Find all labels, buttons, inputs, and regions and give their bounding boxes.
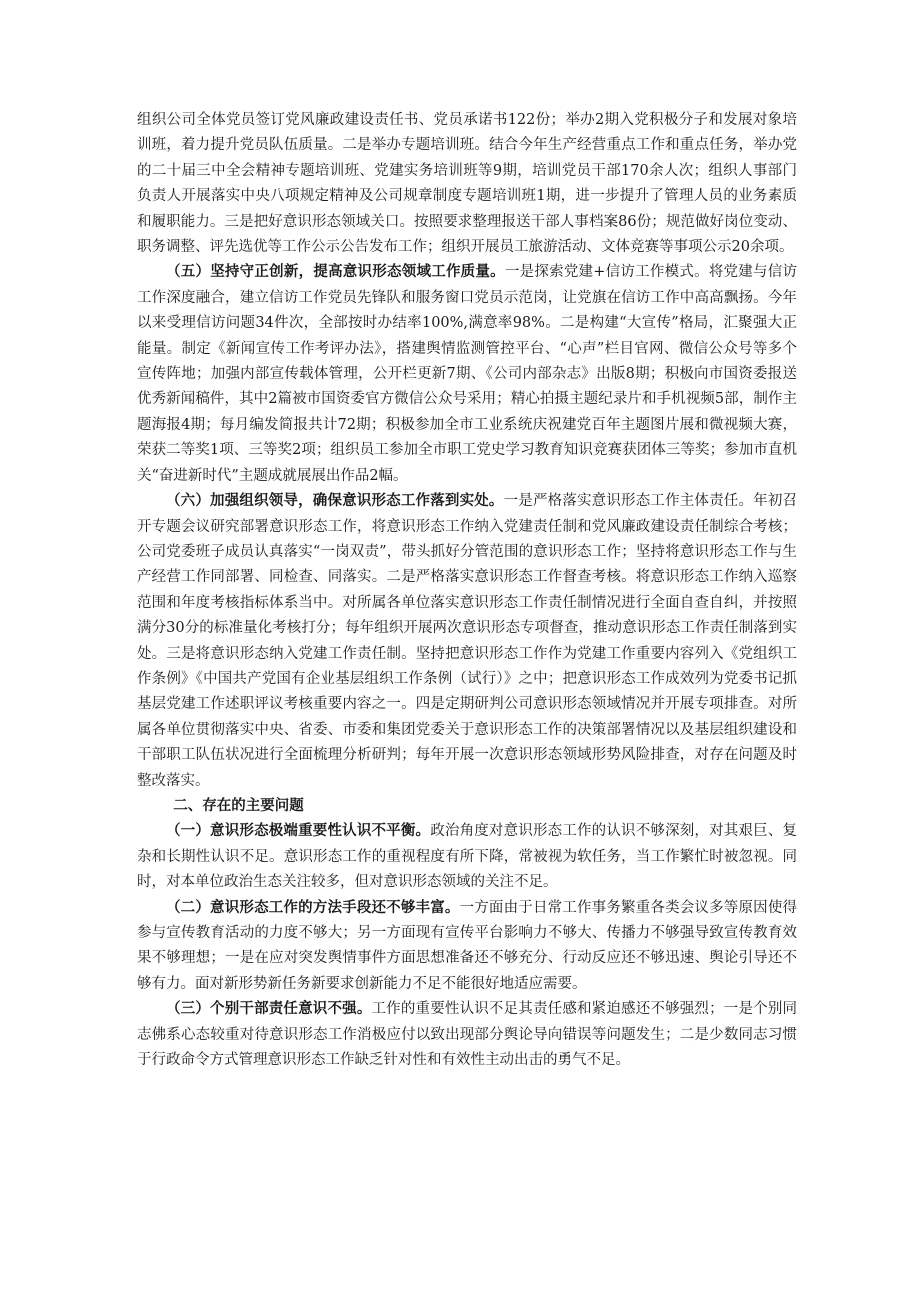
issue-two-heading: （二）意识形态工作的方法手段还不够丰富。	[166, 899, 460, 916]
issue-three-heading: （三）个别干部责任意识不强。	[166, 1001, 372, 1018]
issue-one-body: 政治角度对意识形态工作的认识不够深刻，对其艰巨、复杂和长期性认识不足。意识形态工作的重视程度有所下降，常被视为软任务，当工作繁忙时被忽视。同时，对本单位政治生态关注较多，但对意识形态领域的关注不足。	[137, 823, 798, 891]
issue-two-body: 一方面由于日常工作事务繁重各类会议多等原因使得参与宣传教育活动的力度不够大；另一方面现有宣传平台影响力不够大、传播力不够强导致宣传教育效果不够理想；一是在应对突发舆情事件方面思想准备还不够充分、行动反应还不够迅速、舆论引导还不够有力。面对新形势新任务新要求创新能力不足不能很好地适应需要。	[137, 899, 798, 992]
issue-three	[137, 997, 797, 1073]
paragraph-five-heading: （五）坚持守正创新，提高意识形态领域工作质量。	[166, 264, 505, 281]
paragraph-five-body: 一是探索党建+信访工作模式。将党建与信访工作深度融合，建立信访工作党员先锋队和服务窗口党员示范岗，让党旗在信访工作中高高飘扬。今年以来受理信访问题34件次，全部按时办结率100%,满意率98%。二是构建“大宣传”格局，汇聚强大正能量。制定《新闻宣传工作考评办法》，搭建舆情监测管控平台、“心声”栏目官网、微信公众号等多个宣传阵地；加强内部宣传载体管理，公开栏更新7期、《公司内部杂志》出版8期；积极向市国资委报送优秀新闻稿件，其中2篇被市国资委官方微信公众号采用；精心拍摄主题纪录片和手机视频5部，制作主题海报4期；每月编发简报共计72期；积极参加全市工业系统庆祝建党百年主题图片展和微视频大赛，荣获二等奖1项、三等奖2项；组织员工参加全市职工党史学习教育知识竞赛获团体三等奖；参加市直机关“奋进新时代”主题成就展展出作品2幅。	[137, 264, 797, 484]
issue-one	[137, 819, 797, 895]
paragraph-five	[137, 260, 797, 489]
section-two-heading: 二、存在的主要问题	[173, 797, 304, 814]
issue-three-body: 工作的重要性认识不足其责任感和紧迫感还不够强烈；一是个别同志佛系心态较重对待意识形态工作消极应付以致出现部分舆论导向错误等问题发生；二是少数同志习惯于行政命令方式管理意识形态工作缺乏针对性和有效性主动出击的勇气不足。	[137, 1001, 797, 1069]
paragraph-six-body: 一是严格落实意识形态工作主体责任。年初召开专题会议研究部署意识形态工作，将意识形态工作纳入党建责任制和党风廉政建设责任制综合考核；公司党委班子成员认真落实“一岗双责”，带头抓好分管范围的意识形态工作；坚持将意识形态工作与生产经营工作同部署、同检查、同落实。二是严格落实意识形态工作督查考核。将意识形态工作纳入巡察范围和年度考核指标体系当中。对所属各单位落实意识形态工作责任制情况进行全面自查自纠，并按照满分30分的标准量化考核打分；每年组织开展两次意识形态专项督查，推动意识形态工作责任制落到实处。三是将意识形态纳入党建工作责任制。坚持把意识形态工作作为党建工作重要内容列入《党组织工作条例》《中国共产党国有企业基层组织工作条例（试行）》之中；把意识形态工作成效列为党委书记抓基层党建工作述职评议考核重要内容之一。四是定期研判公司意识形态领域情况并开展专项排查。对所属各单位贯彻落实中央、省委、市委和集团党委关于意识形态工作的决策部署情况以及基层组织建设和干部职工队伍状况进行全面梳理分析研判；每年开展一次意识形态领域形势风险排查，对存在问题及时整改落实。	[137, 493, 798, 789]
document-page	[137, 108, 797, 1073]
issue-one-heading: （一）意识形态极端重要性认识不平衡。	[166, 823, 431, 840]
paragraph-continuation: 组织公司全体党员签订党风廉政建设责任书、党员承诺书122份；举办2期入党积极分子和发展对象培训班，着力提升党员队伍质量。二是举办专题培训班。结合今年生产经营重点工作和重点任务，举办党的二十届三中全会精神专题培训班、党建实务培训班等9期，培训党员干部170余人次；组织人事部门负责人开展落实中央八项规定精神及公司规章制度专题培训班1期，进一步提升了管理人员的业务素质和履职能力。三是把好意识形态领域关口。按照要求整理报送干部人事档案86份；规范做好岗位变动、职务调整、评先选优等工作公示公告发布工作；组织开展员工旅游活动、文体竞赛等事项公示20余项。	[137, 112, 797, 256]
paragraph-six	[137, 489, 797, 794]
issue-two	[137, 896, 797, 998]
paragraph-six-heading: （六）加强组织领导，确保意识形态工作落到实处。	[166, 493, 504, 510]
